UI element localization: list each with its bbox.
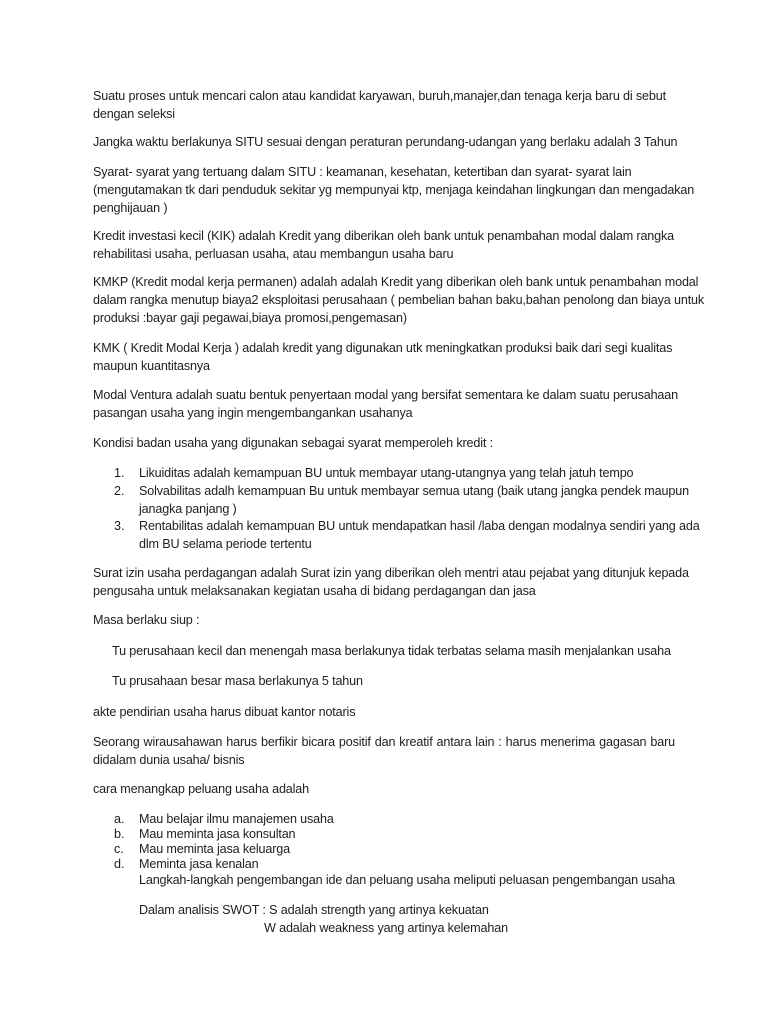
list-item: Mau belajar ilmu manajemen usaha xyxy=(139,812,334,826)
list-item: Meminta jasa kenalan xyxy=(139,857,259,871)
list-item xyxy=(139,482,689,518)
paragraph-wirausahawan xyxy=(93,733,675,769)
text-line: Likuiditas adalah kemampuan BU untuk membayar utang-utangnya yang telah jatuh tempo xyxy=(139,466,634,480)
paragraph-tu-besar xyxy=(112,672,363,690)
text-line: Solvabilitas adalh kemampuan Bu untuk membayar semua utang (baik utang jangka pendek maupun xyxy=(139,484,689,498)
paragraph-akte xyxy=(93,703,355,721)
text-line: rehabilitasi usaha, perluasan usaha, atau membangun usaha baru xyxy=(93,247,454,261)
text-line: didalam dunia usaha/ bisnis xyxy=(93,753,245,767)
paragraph-situ-duration xyxy=(93,133,677,151)
text-line: dalam rangka menutup biaya2 eksploitasi perusahaan ( pembelian bahan baku,bahan penolong dan biaya untuk xyxy=(93,293,705,307)
text-line: KMKP (Kredit modal kerja permanen) adalah adalah Kredit yang diberikan oleh bank untuk penambahan modal xyxy=(93,275,699,289)
list-item xyxy=(139,464,633,482)
text-line: (mengutamakan tk dari penduduk sekitar yg mempunyai ktp, menjaga keindahan lingkungan dan mengadakan xyxy=(93,183,695,197)
text-line: Seorang wirausahawan harus berfikir bicara positif dan kreatif antara lain : harus menerima gagasan baru xyxy=(93,735,675,749)
text-line: Kredit investasi kecil (KIK) adalah Kredit yang diberikan oleh bank untuk penambahan modal dalam rangka xyxy=(93,229,675,243)
text-line: Modal Ventura adalah suatu bentuk penyertaan modal yang bersifat sementara ke dalam suatu perusahaan xyxy=(93,388,678,402)
text-line: Dalam analisis SWOT : S adalah strength yang artinya kekuatan xyxy=(139,903,489,917)
text-line: cara menangkap peluang usaha adalah xyxy=(93,782,310,796)
text-line: Surat izin usaha perdagangan adalah Surat izin yang diberikan oleh mentri atau pejabat yang ditunjuk kepada xyxy=(93,566,689,580)
text-line: KMK ( Kredit Modal Kerja ) adalah kredit yang digunakan utk meningkatkan produksi baik dari segi kualitas xyxy=(93,341,673,355)
paragraph-kmkp xyxy=(93,273,704,327)
list-item: Mau meminta jasa konsultan xyxy=(139,827,296,841)
text-line: akte pendirian usaha harus dibuat kantor notaris xyxy=(93,705,356,719)
paragraph-modal-ventura xyxy=(93,386,678,422)
text-line: Tu prusahaan besar masa berlakunya 5 tahun xyxy=(112,674,363,688)
paragraph-kondisi-kredit xyxy=(93,434,493,452)
text-line: janagka panjang ) xyxy=(139,502,237,516)
paragraph-masa-berlaku xyxy=(93,611,199,629)
text-line: pengusaha untuk melaksanakan kegiatan usaha di bidang perdagangan dan jasa xyxy=(93,584,536,598)
text-line: Suatu proses untuk mencari calon atau kandidat karyawan, buruh,manajer,dan tenaga kerja baru di sebut xyxy=(93,89,666,103)
text-line: penghijauan ) xyxy=(93,201,168,215)
list-marker: 3. xyxy=(114,519,125,533)
list-marker: 2. xyxy=(114,484,125,498)
paragraph-swot xyxy=(139,901,508,937)
text-line: produksi :bayar gaji pegawai,biaya promosi,pengemasan) xyxy=(93,311,407,325)
paragraph-kmk xyxy=(93,339,672,375)
text-line: Kondisi badan usaha yang digunakan sebagai syarat memperoleh kredit : xyxy=(93,436,493,450)
list-marker: d. xyxy=(114,857,125,871)
list-marker: c. xyxy=(114,842,124,856)
text-line: Langkah-langkah pengembangan ide dan peluang usaha meliputi peluasan pengembangan usaha xyxy=(139,873,675,887)
list-item: Mau meminta jasa keluarga xyxy=(139,842,290,856)
paragraph-tu-kecil xyxy=(112,642,671,660)
text-line: dlm BU selama periode tertentu xyxy=(139,537,312,551)
text-line: maupun kuantitasnya xyxy=(93,359,210,373)
paragraph-siup xyxy=(93,564,689,600)
text-line: Rentabilitas adalah kemampuan BU untuk mendapatkan hasil /laba dengan modalnya sendiri yang ada xyxy=(139,519,700,533)
list-marker: a. xyxy=(114,812,125,826)
paragraph-langkah xyxy=(139,871,675,889)
paragraph-peluang xyxy=(93,780,309,798)
paragraph-seleksi xyxy=(93,87,666,123)
text-line: Jangka waktu berlakunya SITU sesuai dengan peraturan perundang-udangan yang berlaku adalah 3 Tahun xyxy=(93,135,678,149)
paragraph-kik xyxy=(93,227,674,263)
list-item xyxy=(139,517,700,553)
text-line: Tu perusahaan kecil dan menengah masa berlakunya tidak terbatas selama masih menjalankan usaha xyxy=(112,644,671,658)
text-line: Syarat- syarat yang tertuang dalam SITU : keamanan, kesehatan, ketertiban dan syarat- syarat lain xyxy=(93,165,632,179)
text-line: W adalah weakness yang artinya kelemahan xyxy=(264,921,508,935)
list-marker: 1. xyxy=(114,466,125,480)
text-line: Masa berlaku siup : xyxy=(93,613,200,627)
text-line: dengan seleksi xyxy=(93,107,175,121)
paragraph-situ-requirements xyxy=(93,163,694,217)
text-line: pasangan usaha yang ingin mengembangankan usahanya xyxy=(93,406,413,420)
list-marker: b. xyxy=(114,827,125,841)
